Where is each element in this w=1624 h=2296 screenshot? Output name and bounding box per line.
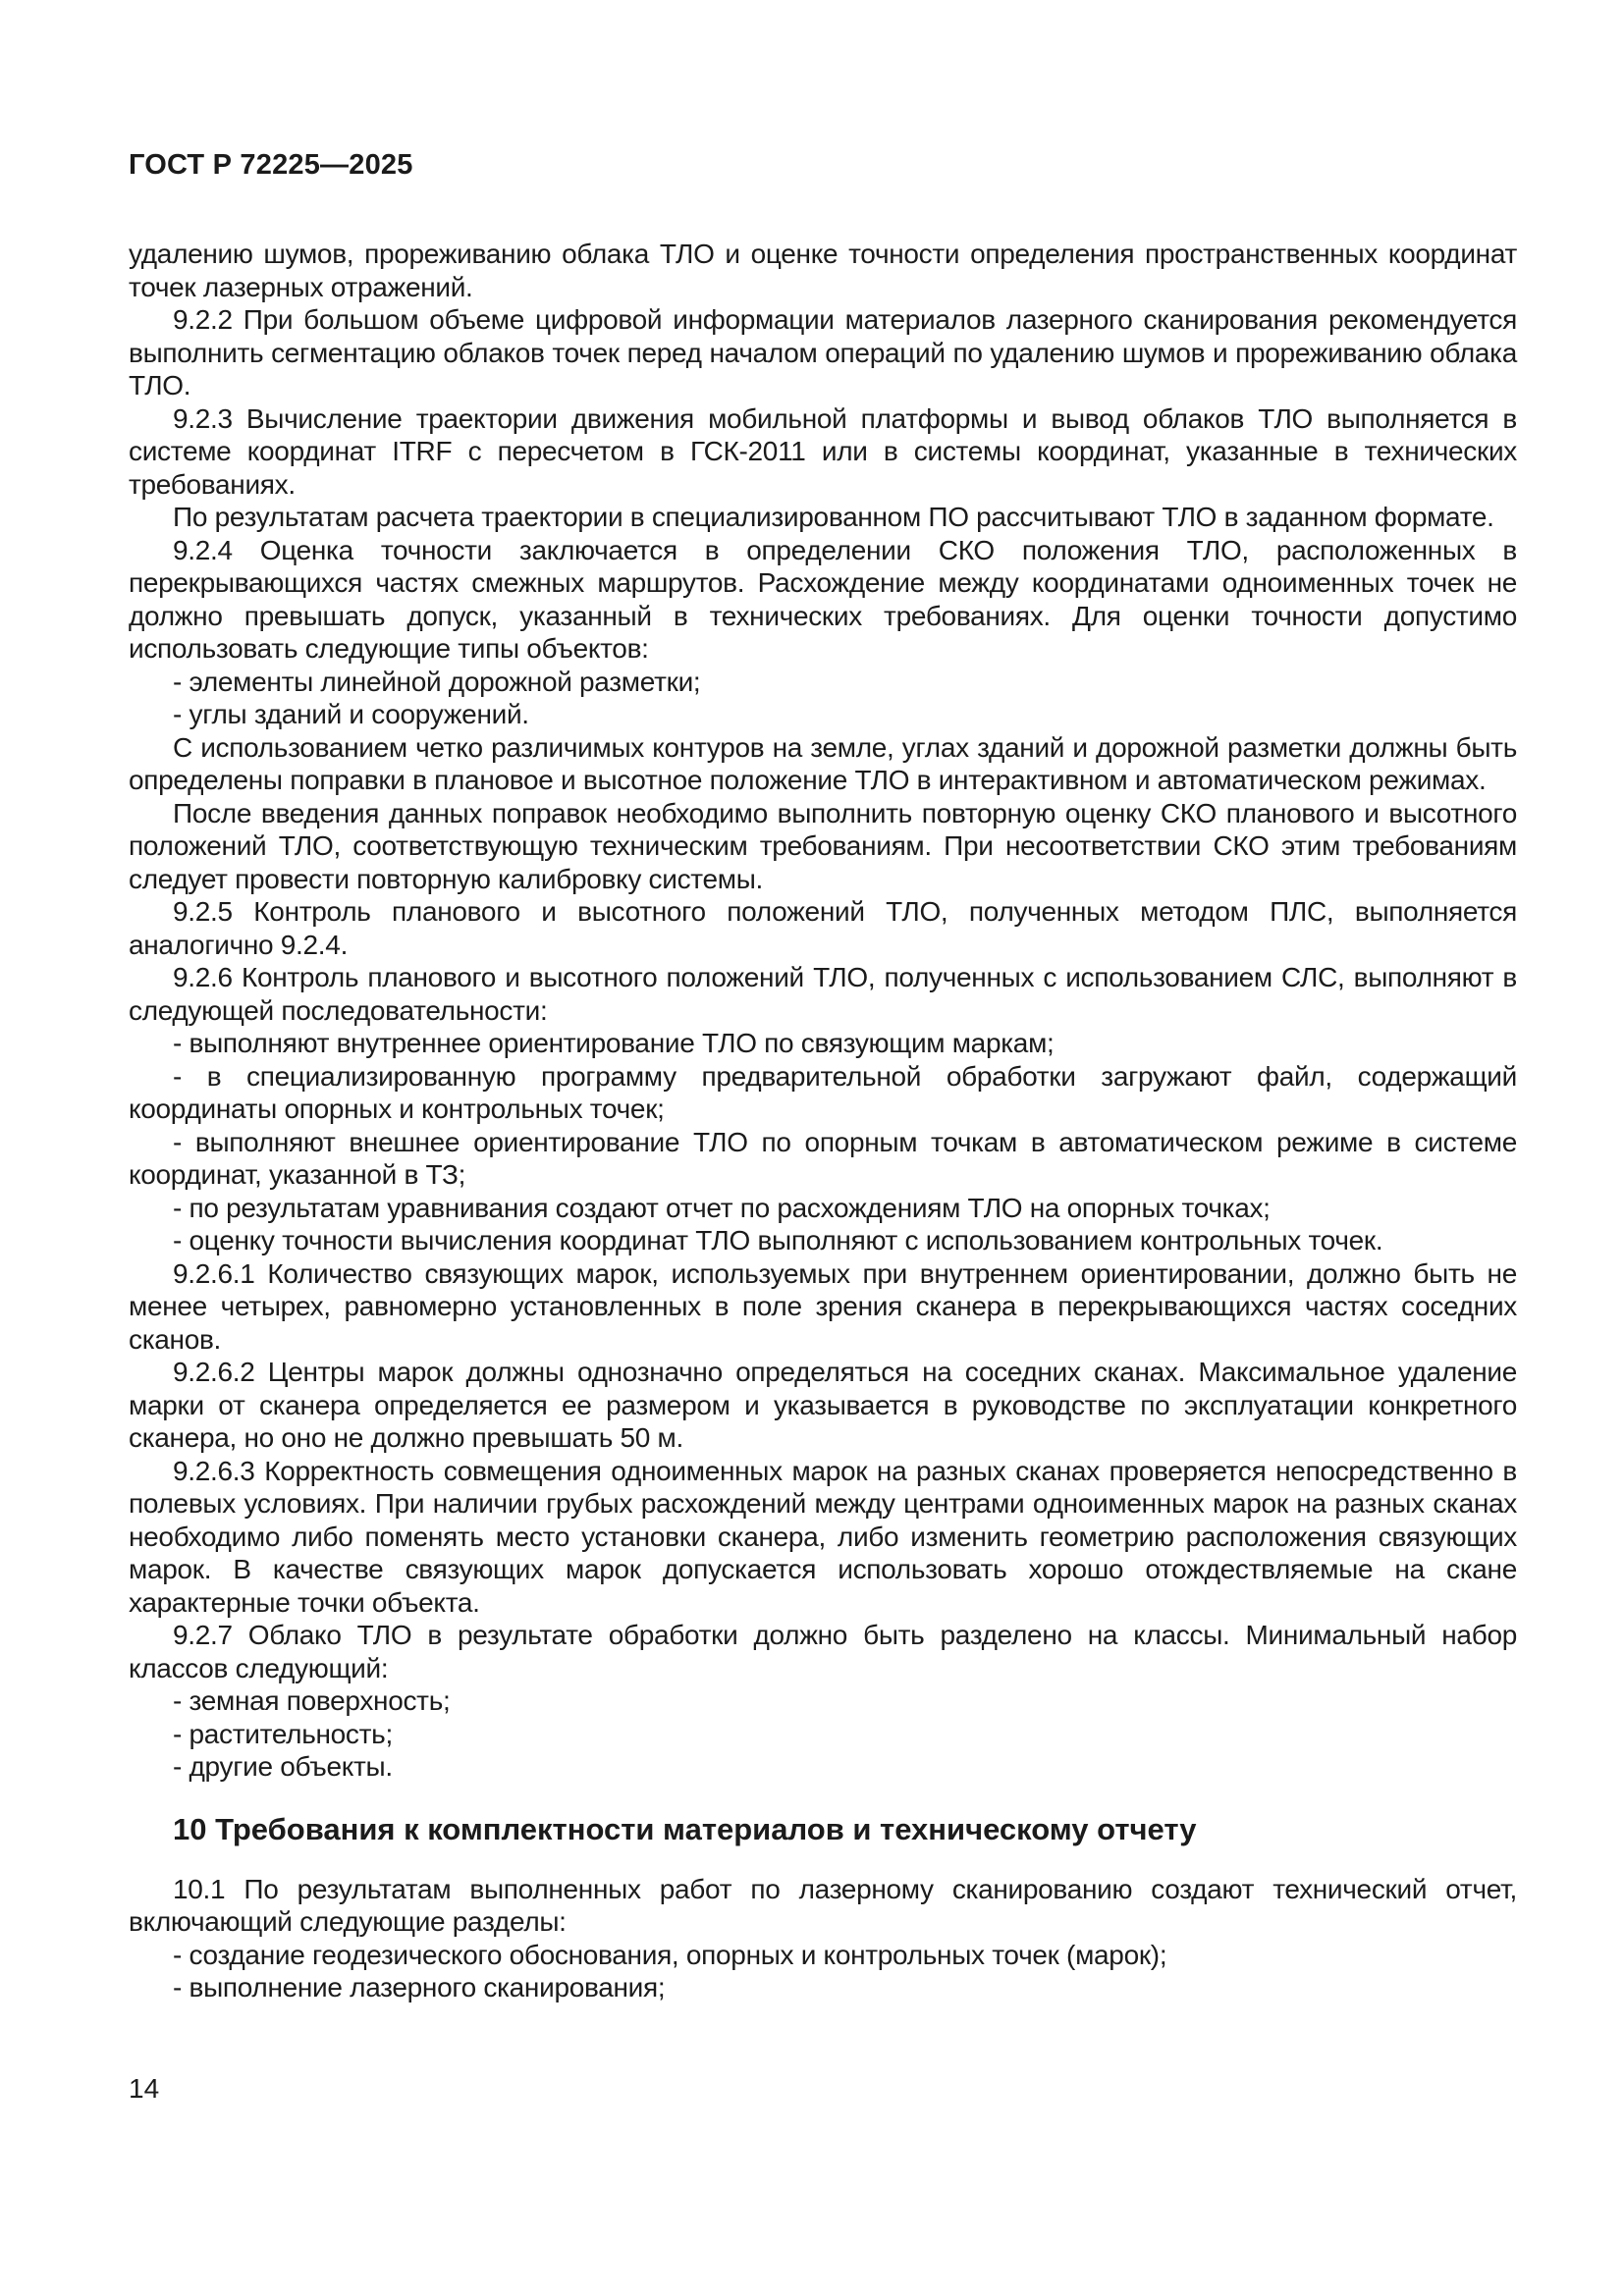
list-item: - создание геодезического обоснования, опорных и контрольных точек (марок);: [173, 1939, 1167, 1970]
standard-designation: ГОСТ Р 72225—2025: [129, 149, 413, 181]
list-item: - выполняют внешнее ориентирование ТЛО по опорным точкам в автоматическом режиме в системе координат, указанной в ТЗ;: [129, 1126, 1517, 1190]
paragraph: 9.2.7 Облако ТЛО в результате обработки должно быть разделено на классы. Минимальный набор классов следующий:: [129, 1620, 1517, 1683]
page-number: 14: [129, 2073, 160, 2104]
paragraph: После введения данных поправок необходимо выполнить повторную оценку СКО планового и высотного положений ТЛО, соответствующую техническим требованиям. При несоответствии СКО этим требованиям следует провести повторную калибровку системы.: [129, 797, 1517, 894]
list-item: - выполняют внутреннее ориентирование ТЛО по связующим маркам;: [173, 1028, 1055, 1058]
list-item: - растительность;: [173, 1718, 393, 1749]
list-item: - углы зданий и сооружений.: [173, 699, 529, 729]
list-item: - оценку точности вычисления координат ТЛО выполняют с использованием контрольных точек.: [173, 1225, 1383, 1255]
list-item: - элементы линейной дорожной разметки;: [173, 666, 701, 697]
paragraph: 10.1 По результатам выполненных работ по лазерному сканированию создают технический отчет, включающий следующие разделы:: [129, 1873, 1517, 1937]
list-item: - в специализированную программу предварительной обработки загружают файл, содержащий координаты опорных и контрольных точек;: [129, 1060, 1517, 1124]
list-item: - выполнение лазерного сканирования;: [173, 1972, 666, 2002]
list-item: - по результатам уравнивания создают отчет по расхождениям ТЛО на опорных точках;: [173, 1192, 1271, 1223]
paragraph: 9.2.4 Оценка точности заключается в определении СКО положения ТЛО, расположенных в перекрывающихся частях смежных маршрутов. Расхождение между координатами одноименных точек не должно превышать допуск, указанный в технических требованиях. Для оценки точности допустимо использовать следующие типы объектов:: [129, 534, 1517, 664]
paragraph: 9.2.3 Вычисление траектории движения мобильной платформы и вывод облаков ТЛО выполняется в системе координат ITRF с пересчетом в ГСК-2011 или в системы координат, указанные в технических требованиях.: [129, 402, 1517, 500]
paragraph: 9.2.2 При большом объеме цифровой информации материалов лазерного сканирования рекомендуется выполнить сегментацию облаков точек перед началом операций по удалению шумов и прореживанию облака ТЛО.: [129, 304, 1517, 400]
paragraph: удалению шумов, прореживанию облака ТЛО и оценке точности определения пространственных координат точек лазерных отражений.: [129, 239, 1517, 302]
page-content: [129, 149, 1517, 2004]
paragraph: 9.2.6 Контроль планового и высотного положений ТЛО, полученных с использованием СЛС, выполняют в следующей последовательности:: [129, 962, 1517, 1026]
paragraph: 9.2.5 Контроль планового и высотного положений ТЛО, полученных методом ПЛС, выполняется аналогично 9.2.4.: [129, 896, 1517, 960]
section-heading: 10 Требования к комплектности материалов и техническому отчету: [173, 1811, 1197, 1846]
paragraph: 9.2.6.2 Центры марок должны однозначно определяться на соседних сканах. Максимальное удаление марки от сканера определяется ее размером и указывается в руководстве по эксплуатации конкретного сканера, но оно не должно превышать 50 м.: [129, 1357, 1517, 1453]
list-item: - земная поверхность;: [173, 1685, 451, 1716]
paragraph: По результатам расчета траектории в специализированном ПО рассчитывают ТЛО в заданном формате.: [173, 502, 1494, 532]
paragraph: 9.2.6.1 Количество связующих марок, используемых при внутреннем ориентировании, должно быть не менее четырех, равномерно установленных в поле зрения сканера в перекрывающихся частях соседних сканов.: [129, 1257, 1517, 1355]
paragraph: С использованием четко различимых контуров на земле, углах зданий и дорожной разметки должны быть определены поправки в плановое и высотное положение ТЛО в интерактивном и автоматическом режимах.: [129, 731, 1517, 795]
list-item: - другие объекты.: [173, 1751, 393, 1782]
paragraph: 9.2.6.3 Корректность совмещения одноименных марок на разных сканах проверяется непосредственно в полевых условиях. При наличии грубых расхождений между центрами одноименных марок на разных сканах необходимо либо поменять место установки сканера, либо изменить геометрию расположения связующих марок. В качестве связующих марок допускается использовать хорошо отождествляемые на скане характерные точки объекта.: [129, 1455, 1517, 1618]
